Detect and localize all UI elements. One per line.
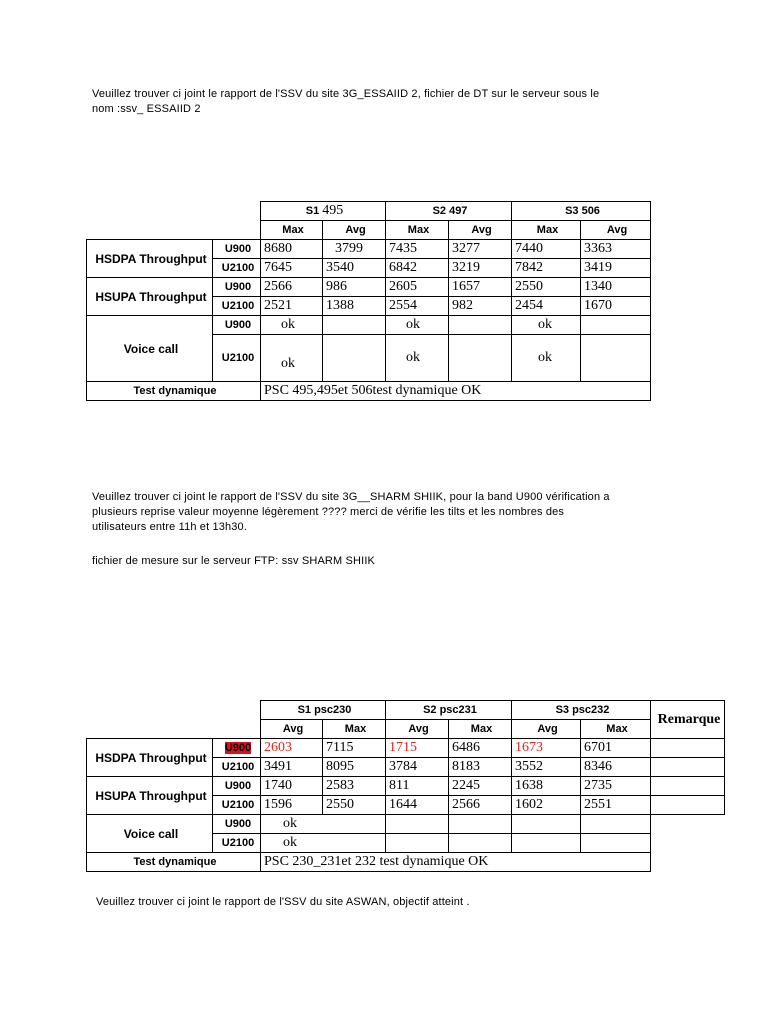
column-header: Max: [261, 221, 323, 240]
column-header: Avg: [386, 720, 449, 739]
column-header: Avg: [449, 221, 512, 240]
value-cell-alert: 1673: [512, 739, 581, 758]
band-label: U2100: [213, 335, 261, 382]
table-row: [87, 853, 725, 872]
band-label: U2100: [213, 297, 261, 316]
value-cell: 2566: [449, 796, 512, 815]
band-label: U900: [213, 278, 261, 297]
band-label: U900: [213, 815, 261, 834]
row-label-test: Test dynamique: [87, 853, 261, 872]
row-label-voice: Voice call: [87, 316, 213, 382]
table-row: [87, 316, 651, 335]
table-row: [87, 815, 725, 834]
sector-header: S1 495: [261, 202, 386, 221]
remark-cell: [651, 758, 725, 777]
value-cell: 7115: [323, 739, 386, 758]
value-cell: 6486: [449, 739, 512, 758]
test-result: PSC 495,495et 506test dynamique OK: [261, 382, 651, 401]
table-row: [87, 278, 651, 297]
voice-status: ok: [261, 834, 386, 853]
band-label: U900: [213, 777, 261, 796]
value-cell: 8095: [323, 758, 386, 777]
intro-line: plusieurs reprise valeur moyenne légèrement ???? merci de vérifie les tilts et les nombres des: [92, 506, 565, 518]
voice-status: ok: [386, 335, 449, 382]
row-label-test: Test dynamique: [87, 382, 261, 401]
value-cell: 2245: [449, 777, 512, 796]
value-cell: 2554: [386, 297, 449, 316]
value-cell: 3363: [581, 240, 651, 259]
value-cell: 2551: [581, 796, 651, 815]
intro-line: nom :ssv_ ESSAIID 2: [92, 103, 201, 115]
table-row: [87, 777, 725, 796]
band-label: U2100: [213, 758, 261, 777]
sector-header: S1 psc230: [261, 701, 386, 720]
remark-cell: [651, 777, 725, 796]
voice-status: ok: [261, 316, 323, 335]
value-cell: 982: [449, 297, 512, 316]
value-cell: 2550: [323, 796, 386, 815]
column-header: Avg: [512, 720, 581, 739]
column-header: Max: [323, 720, 386, 739]
band-label: U900: [213, 240, 261, 259]
value-cell: 2583: [323, 777, 386, 796]
voice-status: ok: [261, 815, 386, 834]
column-header: Max: [512, 221, 581, 240]
table-row: [87, 240, 651, 259]
value-cell: 1340: [581, 278, 651, 297]
value-cell: 3799: [323, 240, 386, 259]
band-label: [213, 739, 261, 758]
sector-header: S3 506: [512, 202, 651, 221]
intro-paragraph-2: [92, 490, 610, 535]
value-cell: 3419: [581, 259, 651, 278]
column-header: Avg: [581, 221, 651, 240]
value-cell-alert: 1715: [386, 739, 449, 758]
value-cell: 6842: [386, 259, 449, 278]
value-cell: 1388: [323, 297, 386, 316]
value-cell: 8183: [449, 758, 512, 777]
value-cell: 8680: [261, 240, 323, 259]
voice-status: ok: [261, 335, 323, 382]
value-cell: 811: [386, 777, 449, 796]
sector-header: S2 psc231: [386, 701, 512, 720]
value-cell: 8346: [581, 758, 651, 777]
band-label: U900: [213, 316, 261, 335]
voice-status: ok: [386, 316, 449, 335]
value-cell: 1638: [512, 777, 581, 796]
row-label-voice: Voice call: [87, 815, 213, 853]
value-cell: 7645: [261, 259, 323, 278]
column-header: Avg: [323, 221, 386, 240]
value-cell: 1670: [581, 297, 651, 316]
remark-cell: [651, 796, 725, 815]
value-cell: 3277: [449, 240, 512, 259]
value-cell: 3540: [323, 259, 386, 278]
value-cell: 986: [323, 278, 386, 297]
value-cell: 2454: [512, 297, 581, 316]
value-cell: 7435: [386, 240, 449, 259]
voice-status: ok: [512, 335, 581, 382]
row-label-hsupa: HSUPA Throughput: [87, 777, 213, 815]
intro-paragraph-3: Veuillez trouver ci joint le rapport de l'SSV du site ASWAN, objectif atteint .: [96, 896, 470, 908]
ssv-table-sharm-shiik: [86, 700, 725, 872]
band-label: U2100: [213, 259, 261, 278]
table-row: [87, 739, 725, 758]
row-label-hsupa: HSUPA Throughput: [87, 278, 213, 316]
value-cell: 1740: [261, 777, 323, 796]
column-header: Avg: [261, 720, 323, 739]
value-cell: 1596: [261, 796, 323, 815]
band-label: U2100: [213, 834, 261, 853]
value-cell: 7440: [512, 240, 581, 259]
value-cell: 2735: [581, 777, 651, 796]
band-label: U2100: [213, 796, 261, 815]
value-cell: 1602: [512, 796, 581, 815]
test-result: PSC 230_231et 232 test dynamique OK: [261, 853, 651, 872]
sector-header: S2 497: [386, 202, 512, 221]
band-highlight: U900: [224, 742, 252, 754]
intro-line: Veuillez trouver ci joint le rapport de l'SSV du site 3G__SHARM SHIIK, pour la band U900 vérification a: [92, 491, 610, 503]
value-cell: 3491: [261, 758, 323, 777]
value-cell: 1644: [386, 796, 449, 815]
table-row: [87, 382, 651, 401]
intro-line: utilisateurs entre 11h et 13h30.: [92, 521, 248, 533]
ssv-table-essaiid: [86, 201, 651, 401]
value-cell: 2605: [386, 278, 449, 297]
sector-header: S3 psc232: [512, 701, 651, 720]
remark-header: Remarque: [651, 701, 725, 739]
value-cell: 2566: [261, 278, 323, 297]
column-header: Max: [581, 720, 651, 739]
column-header: Max: [386, 221, 449, 240]
value-cell: 2550: [512, 278, 581, 297]
value-cell: 3784: [386, 758, 449, 777]
voice-status: ok: [512, 316, 581, 335]
psc-value: 495: [322, 203, 344, 218]
value-cell: 3219: [449, 259, 512, 278]
value-cell: 7842: [512, 259, 581, 278]
remark-cell: [651, 739, 725, 758]
value-cell: 6701: [581, 739, 651, 758]
column-header: Max: [449, 720, 512, 739]
row-label-hsdpa: HSDPA Throughput: [87, 240, 213, 278]
ftp-line: fichier de mesure sur le serveur FTP: ssv SHARM SHIIK: [92, 555, 376, 567]
intro-line: Veuillez trouver ci joint le rapport de l'SSV du site 3G_ESSAIID 2, fichier de DT sur le serveur sous le: [92, 88, 600, 100]
value-cell: 3552: [512, 758, 581, 777]
intro-paragraph-1: [92, 87, 599, 117]
value-cell: 2521: [261, 297, 323, 316]
value-cell-alert: 2603: [261, 739, 323, 758]
row-label-hsdpa: HSDPA Throughput: [87, 739, 213, 777]
value-cell: 1657: [449, 278, 512, 297]
